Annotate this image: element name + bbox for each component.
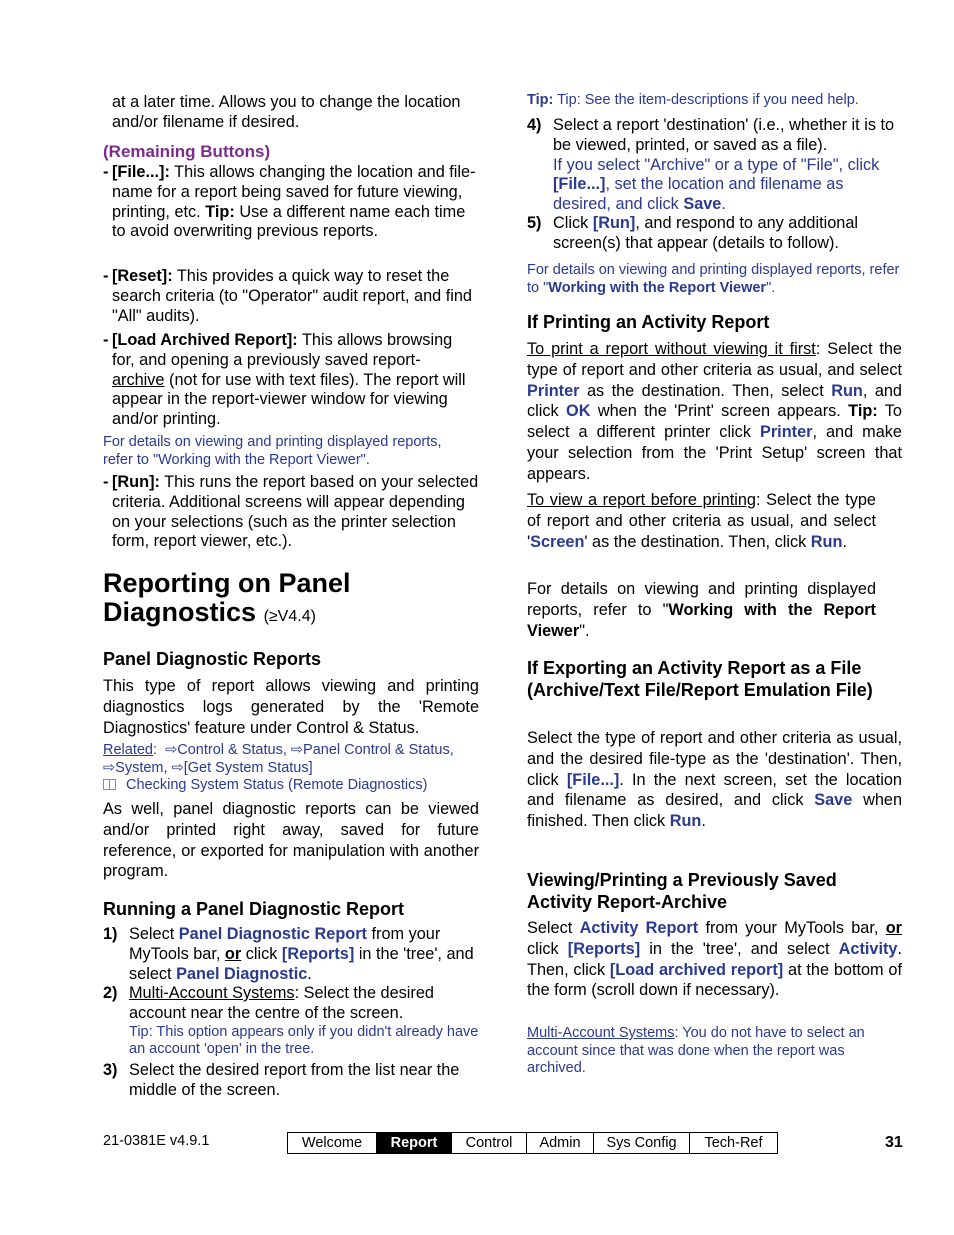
archive-link[interactable]: archive [112,370,165,389]
nav-tab-sys-config[interactable]: Sys Config [594,1133,690,1153]
doc-code: 21-0381E v4.9.1 [103,1133,210,1149]
related-arrow-icon: ⇨ [290,742,304,758]
step-3: 3) Select the desired report from the list near the middle of the screen. [103,1061,460,1099]
running-report-heading: Running a Panel Diagnostic Report [103,899,405,919]
file-button-item: - [File...]: This allows changing the location and file-name for a report being saved for future viewing, printing, etc. Tip: Use a different name each time to avoid overwriting previous reports. [103,163,476,241]
step-2-tip: Tip: This option appears only if you didn't already have an account 'open' in the tree. [129,1023,479,1058]
nav-tab-report[interactable]: Report [377,1133,452,1153]
nav-tab-admin[interactable]: Admin [527,1133,594,1153]
save-link[interactable]: Save [683,195,722,214]
footer-nav [287,1132,778,1154]
archive-paragraph: Select Activity Report from your MyTools bar, or click [Reports] in the 'tree', and select Activity. Then, click [Load archived report] at the bottom of the form (scroll down if necessary). [527,919,903,1000]
exporting-heading: If Exporting an Activity Report as a File (Archive/Text File/Report Emulation File) [527,658,873,700]
printing-heading: If Printing an Activity Report [527,312,770,332]
nav-tab-tech-ref[interactable]: Tech-Ref [704,1135,763,1151]
details-note[interactable]: For details on viewing and printing displayed reports, refer to "Working with the Report Viewer". [103,434,442,468]
related-panel-control-link[interactable]: Panel Control & Status, [303,742,454,758]
step-4: 4) Select a report 'destination' (i.e., whether it is to be viewed, printed, or saved as a file). If you select "Archive" or a type of "File", click [File...], set the location and filename as desired, and click Save. [527,116,895,214]
step-2: 2) Multi-Account Systems: Select the desired account near the centre of the screen. Tip: This option appears only if you didn't already have an account 'open' in the tree. [103,984,479,1058]
reset-button-item: - [Reset]: This provides a quick way to reset the search criteria (to "Operator" audit report, and find "All" audits). [103,267,472,325]
run-label: [Run]: [112,473,160,491]
related-arrow-icon: ⇨ [103,759,116,776]
related-control-status-link[interactable]: Control & Status, [177,742,287,758]
details-note-right[interactable]: For details on viewing and printing displayed reports, refer to "Working with the Report Viewer". [527,262,900,296]
page-number: 31 [885,1134,903,1151]
related-arrow-icon: ⇨ [165,742,178,758]
nav-tab-control[interactable]: Control [452,1133,527,1153]
reset-label: [Reset]: [112,267,173,285]
as-well-text: As well, panel diagnostic reports can be viewed and/or printed right away, saved for future reference, or exported for manipulation with another program. [103,800,479,881]
related-system-link[interactable]: System, [115,759,168,776]
for-details-paragraph: For details on viewing and printing displayed reports, refer to "Working with the Report Viewer". [527,580,876,640]
panel-diagnostic-reports-heading: Panel Diagnostic Reports [103,649,322,669]
panel-diagnostic-link[interactable]: Panel Diagnostic [176,964,308,983]
load-label: [Load Archived Report]: [112,331,298,349]
viewing-archive-heading: Viewing/Printing a Previously Saved Activity Report-Archive [527,870,837,912]
related-arrow-icon: ⇨ [171,759,184,776]
file-label: [File...]: [112,163,170,181]
run-button-item: - [Run]: This runs the report based on your selected criteria. Additional screens will appear depending on your selections (such as the printer selection form, report viewer, etc.). [103,473,479,551]
remaining-buttons-heading: (Remaining Buttons) [103,142,271,161]
related-get-status-link[interactable]: [Get System Status] [183,759,313,776]
version-tag: (≥V4.4) [263,608,316,625]
pdr-description: This type of report allows viewing and printing diagnostics logs generated by the 'Remote Diagnostics' feature under Control & Status. [103,677,479,737]
step-1: 1) Select Panel Diagnostic Report from your MyTools bar, or click [Reports] in the 'tree', and select Panel Diagnostic. [103,925,474,983]
multi-account-note: Multi-Account Systems: You do not have to select an account since that was done when the report was archived. [527,1025,865,1077]
step-5: 5) Click [Run], and respond to any additional screen(s) that appear (details to follow). [527,214,858,252]
continued-text: at a later time. Allows you to change the location and/or filename if desired. [112,93,461,131]
related-label: Related [103,742,153,758]
tip-line: Tip: Tip: See the item-descriptions if you need help. [527,92,859,108]
print-paragraph: To print a report without viewing it first: Select the type of report and other criteria as usual, and select Printer as the destination. Then, select Run, and click OK when the 'Print' screen appears. Tip: To select a different printer click Printer, and make your selection from the 'Print Setup' screen that appears. [527,340,902,483]
export-paragraph: Select the type of report and other criteria as usual, and the desired file-type as the 'destination'. Then, click [File...]. In the next screen, set the location and filename as desired, and click Save when finished. Then click Run. [527,729,903,831]
checking-status-link[interactable]: Checking System Status (Remote Diagnostics) [126,777,428,794]
panel-diagnostic-report-link[interactable]: Panel Diagnostic Report [178,925,367,943]
nav-tab-welcome[interactable]: Welcome [288,1133,377,1153]
related-links: Related: ⇨Control & Status, ⇨Panel Control & Status, ⇨System, ⇨[Get System Status] Checking System Status (Remote Diagnostics) [103,742,454,794]
run-link[interactable]: [Run] [592,214,636,232]
reports-link[interactable]: [Reports] [281,944,355,963]
file-link[interactable]: [File...] [553,175,606,194]
section-title: Reporting on Panel Diagnostics (≥V4.4) [103,568,351,627]
load-archived-item: - [Load Archived Report]: This allows browsing for, and opening a previously saved report- archive (not for use with text files). The report will appear in the report-viewer window for viewing and/or printing. [103,331,466,429]
book-icon [103,779,116,790]
view-paragraph: To view a report before printing: Select the type of report and other criteria as usual, and select 'Screen' as the destination. Then, click Run. [527,491,876,551]
